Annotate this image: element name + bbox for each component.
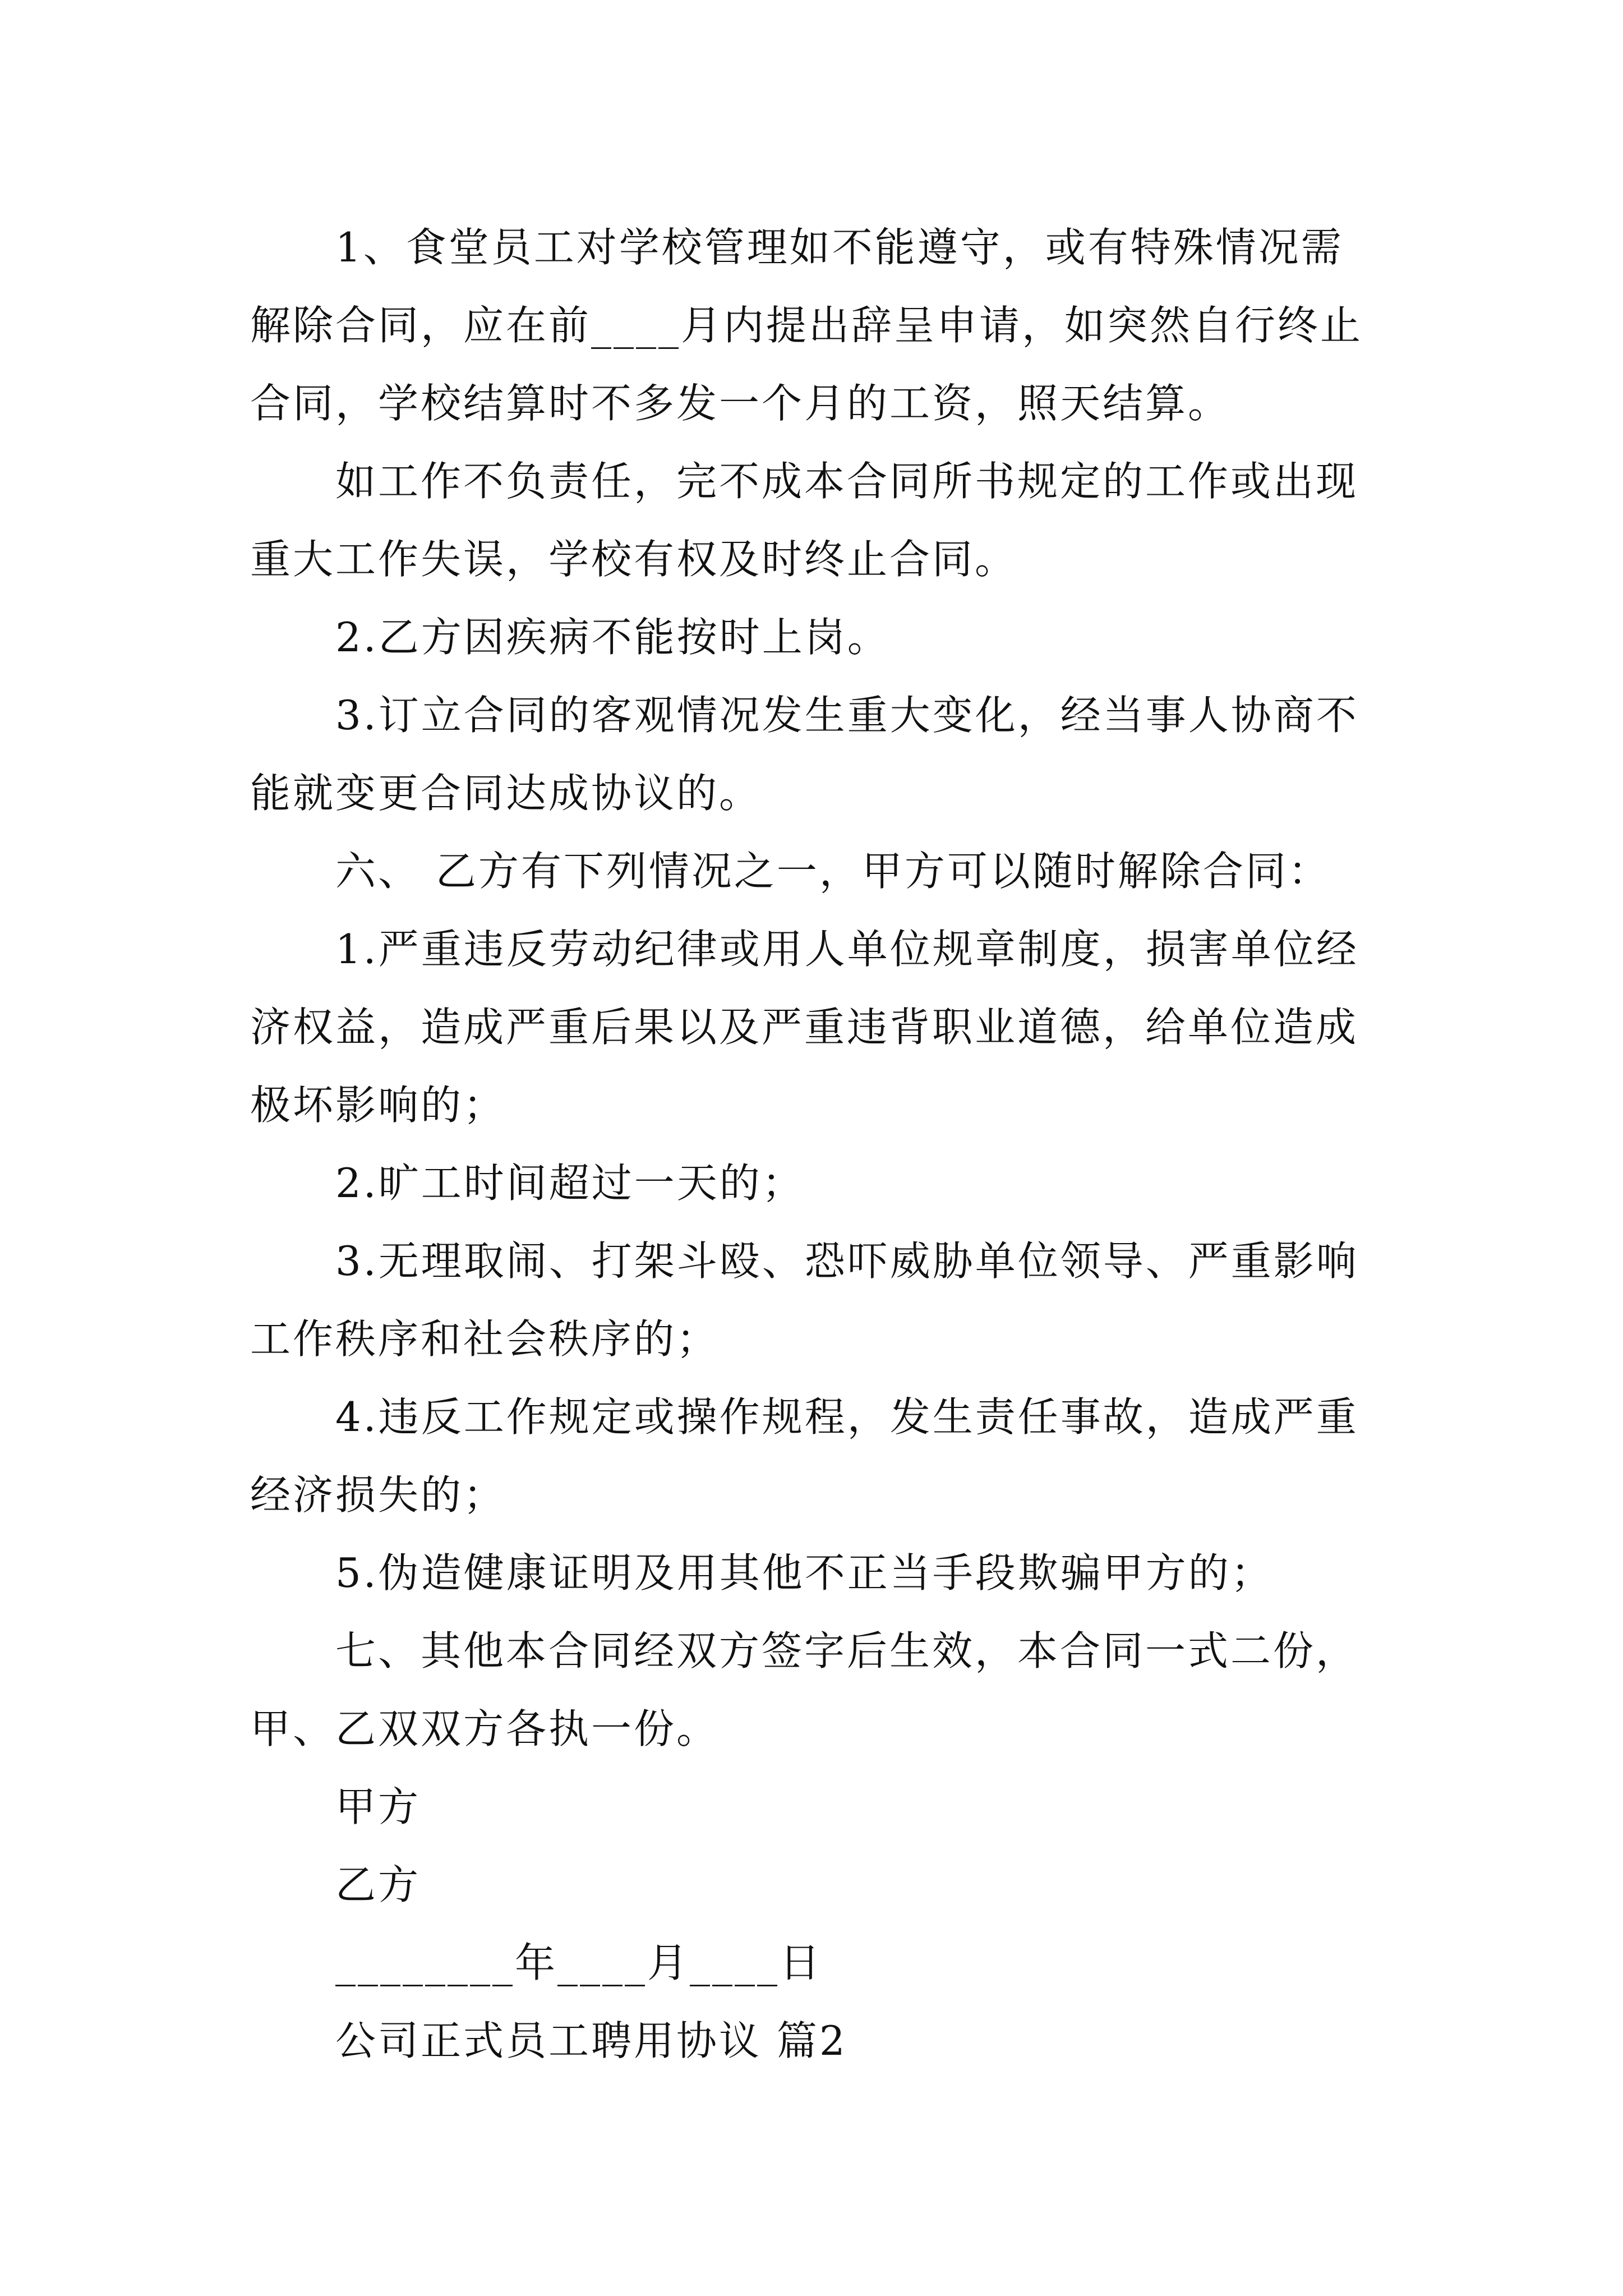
paragraph-six-item-4: 4.违反工作规定或操作规程，发生责任事故，造成严重经济损失的； bbox=[250, 1393, 1359, 1519]
paragraph-clause-1: 1、食堂员工对学校管理如不能遵守，或有特殊情况需解除合同，应在前____月内提出辞呈申请，如突然自行终止合同，学校结算时不多发一个月的工资，照天结算。 bbox=[250, 224, 1363, 427]
paragraph-six-item-3: 3.无理取闹、打架斗殴、恐吓威胁单位领导、严重影响工作秩序和社会秩序的； bbox=[250, 1237, 1359, 1363]
paragraph-work-responsibility: 如工作不负责任，完不成本合同所书规定的工作或出现重大工作失误，学校有权及时终止合同。 bbox=[250, 458, 1359, 583]
paragraph-six-item-2: 2.旷工时间超过一天的； bbox=[335, 1159, 805, 1207]
section-six-heading: 六、 乙方有下列情况之一，甲方可以随时解除合同： bbox=[335, 848, 1331, 895]
party-a-label: 甲方 bbox=[335, 1783, 421, 1830]
next-document-title: 公司正式员工聘用协议 篇2 bbox=[335, 2017, 847, 2064]
document-body bbox=[250, 209, 1377, 2080]
paragraph-clause-3: 3.订立合同的客观情况发生重大变化，经当事人协商不能就变更合同达成协议的。 bbox=[250, 692, 1359, 817]
paragraph-clause-2: 2.乙方因疾病不能按时上岗。 bbox=[335, 614, 890, 661]
party-b-label: 乙方 bbox=[335, 1861, 421, 1908]
date-line: ________年____月____日 bbox=[335, 1939, 822, 1986]
paragraph-six-item-5: 5.伪造健康证明及用其他不正当手段欺骗甲方的； bbox=[335, 1549, 1274, 1596]
paragraph-six-item-1: 1.严重违反劳动纪律或用人单位规章制度，损害单位经济权益，造成严重后果以及严重违背职业道德，给单位造成极坏影响的； bbox=[250, 926, 1359, 1129]
section-seven-paragraph: 七、其他本合同经双方签字后生效，本合同一式二份，甲、乙双双方各执一份。 bbox=[250, 1627, 1359, 1752]
